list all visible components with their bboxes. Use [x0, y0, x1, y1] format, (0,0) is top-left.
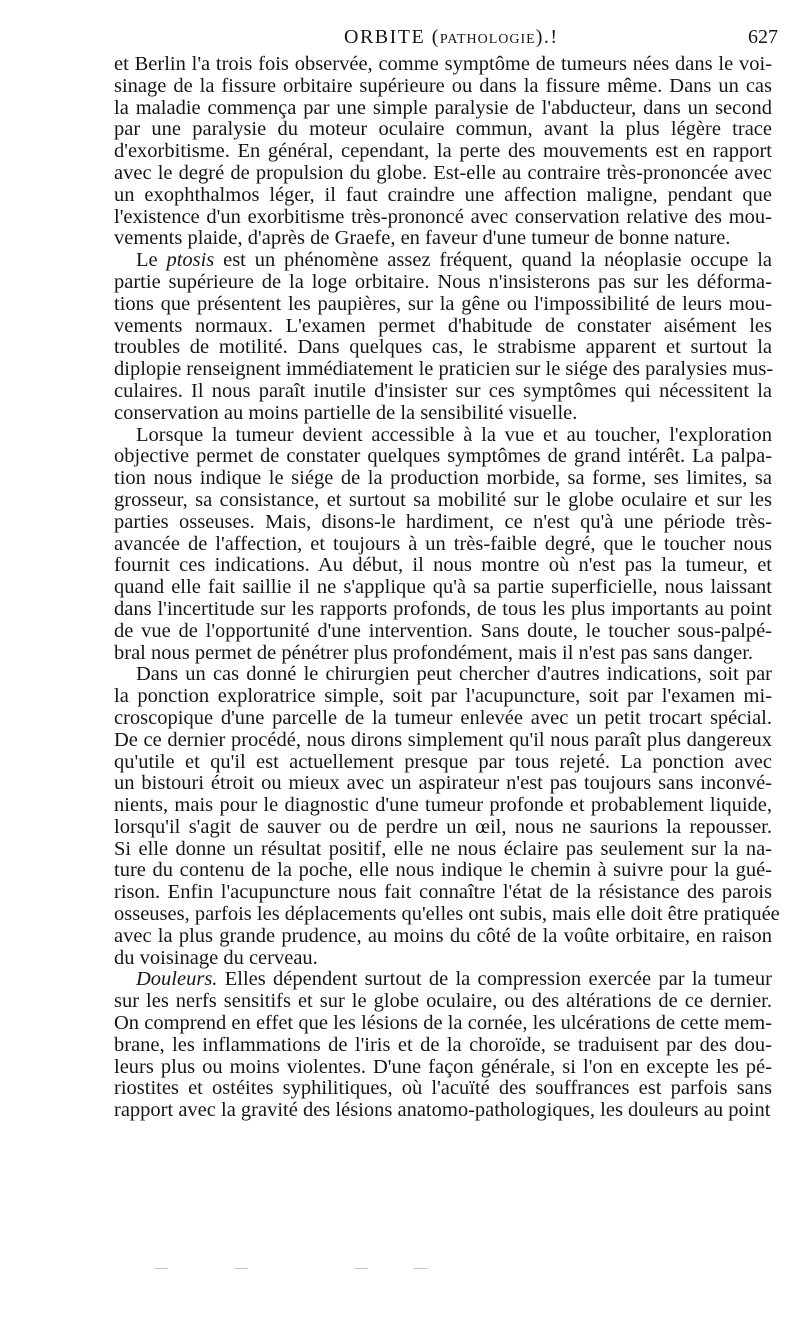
- text-line: bral nous permet de pénétrer plus profondément, mais il n'est pas sans danger.: [114, 641, 754, 664]
- text-line: de vue de l'opportunité d'une intervention. Sans doute, le toucher sous-palpé-: [114, 619, 772, 642]
- text-line: sur les nerfs sensitifs et sur le globe oculaire, ou des altérations de ce dernier.: [114, 990, 772, 1013]
- text-line: culaires. Il nous paraît inutile d'insister sur ces symptômes qui nécessitent la: [114, 379, 772, 402]
- text-line: Dans un cas donné le chirurgien peut chercher d'autres indications, soit par: [136, 663, 772, 686]
- text-line: dans l'incertitude sur les rapports profonds, de tous les plus importants au point: [114, 597, 772, 620]
- text-body: [114, 53, 780, 1122]
- paragraph: [114, 663, 780, 969]
- text-line: Lorsque la tumeur devient accessible à la vue et au toucher, l'exploration: [136, 423, 772, 446]
- text-line: qu'utile et qu'il est actuellement presque par tous rejeté. La ponction avec: [114, 750, 772, 773]
- page-number: 627: [748, 26, 778, 48]
- text-line: Le ptosis est un phénomène assez fréquent, quand la néoplasie occupe la: [136, 249, 772, 272]
- text-line: d'exorbitisme. En général, cependant, la perte des mouvements est en rapport: [114, 140, 772, 163]
- text-line: diplopie renseignent immédiatement le praticien sur le siége des paralysies mus-: [114, 358, 774, 381]
- text-line: De ce dernier procédé, nous dirons simplement qu'il nous paraît plus dangereux: [114, 728, 772, 751]
- text-line: un exophthalmos léger, il faut craindre une affection maligne, pendant que: [114, 183, 772, 206]
- text-line: la ponction exploratrice simple, soit par l'acupuncture, soit par l'examen mi-: [114, 685, 772, 708]
- text-line: nients, mais pour le diagnostic d'une tumeur profonde et probablement liquide,: [114, 794, 772, 817]
- paragraph: [114, 969, 772, 1122]
- text-line: Si elle donne un résultat positif, elle ne nous éclaire pas seulement sur la na-: [114, 837, 772, 860]
- text-line: grosseur, sa consistance, et surtout sa mobilité sur le globe oculaire et sur les: [114, 488, 772, 511]
- text-line: avec le degré de propulsion du globe. Est-elle au contraire très-prononcée avec: [114, 161, 772, 184]
- text-line: fournit ces indications. Au début, il nous montre où n'est pas la tumeur, et: [114, 554, 772, 577]
- text-line: leurs plus ou moins violentes. D'une façon générale, si l'on en excepte les pé-: [114, 1055, 772, 1078]
- text-line: rison. Enfin l'acupuncture nous fait connaître l'état de la résistance des parois: [114, 881, 772, 904]
- text-line: osseuses, parfois les déplacements qu'elles ont subis, mais elle doit être pratiquée: [114, 903, 780, 926]
- text-line: la maladie commença par une simple paralysie de l'abducteur, dans un second: [114, 96, 772, 119]
- text-line: avec la plus grande prudence, au moins du côté de la voûte orbitaire, en raison: [114, 924, 772, 947]
- text-line: vements normaux. L'examen permet d'habitude de constater aisément les: [114, 314, 772, 337]
- text-line: vements plaide, d'après de Graefe, en faveur d'une tumeur de bonne nature.: [114, 227, 731, 250]
- text-line: ture du contenu de la poche, elle nous indique le chemin à suivre pour la gué-: [114, 859, 772, 882]
- running-header: [0, 22, 800, 52]
- paragraph: [114, 250, 772, 424]
- text-line: riostites et ostéites syphilitiques, où l'acuïté des souffrances est parfois sans: [114, 1077, 772, 1100]
- text-line: par une paralysie du moteur oculaire commun, avant la plus légère trace: [114, 118, 772, 141]
- text-line: et Berlin l'a trois fois observée, comme symptôme de tumeurs nées dans le voi-: [114, 53, 772, 75]
- text-line: l'existence d'un exorbitisme très-prononcé avec conservation relative des mou-: [114, 205, 772, 228]
- text-line: Douleurs. Elles dépendent surtout de la compression exercée par la tumeur: [136, 968, 772, 991]
- text-line: sinage de la fissure orbitaire supérieure ou dans la fissure même. Dans un cas: [114, 74, 772, 97]
- text-line: partie supérieure de la loge orbitaire. Nous n'insisterons pas sur les déforma-: [114, 270, 772, 293]
- bottom-marks: [114, 1268, 772, 1278]
- text-line: du voisinage du cerveau.: [114, 946, 318, 969]
- text-line: objective permet de constater quelques symptômes de grand intérêt. La palpa-: [114, 445, 772, 468]
- text-line: conservation au moins partielle de la sensibilité visuelle.: [114, 401, 578, 424]
- running-title: ORBITE (PATHOLOGIE).!: [344, 26, 559, 48]
- text-line: On comprend en effet que les lésions de la cornée, les ulcérations de cette mem-: [114, 1012, 772, 1035]
- text-line: tions que présentent les paupières, sur la gêne ou l'impossibilité de leurs mou-: [114, 292, 772, 315]
- text-line: brane, les inflammations de l'iris et de la choroïde, se traduisent par des dou-: [114, 1033, 772, 1056]
- paragraph: [114, 425, 772, 665]
- text-line: un bistouri étroit ou mieux avec un aspirateur n'est pas toujours sans inconvé-: [114, 772, 772, 795]
- text-line: avancée de l'affection, et toujours à un très-faible degré, que le toucher nous: [114, 532, 772, 555]
- text-line: quand elle fait saillie il ne s'applique qu'à sa partie superficielle, nous laissant: [114, 576, 772, 599]
- paragraph: [114, 54, 772, 250]
- text-line: troubles de motilité. Dans quelques cas, le strabisme apparent et surtout la: [114, 336, 772, 359]
- text-line: croscopique d'une parcelle de la tumeur enlevée avec un petit trocart spécial.: [114, 706, 772, 729]
- text-line: lorsqu'il s'agit de sauver ou de perdre un œil, nous ne saurions la repousser.: [114, 815, 772, 838]
- text-line: parties osseuses. Mais, disons-le hardiment, ce n'est qu'à une période très-: [114, 510, 772, 533]
- text-line: tion nous indique le siége de la production morbide, sa forme, ses limites, sa: [114, 467, 772, 490]
- text-line: rapport avec la gravité des lésions anatomo-pathologiques, les douleurs au point: [114, 1099, 771, 1122]
